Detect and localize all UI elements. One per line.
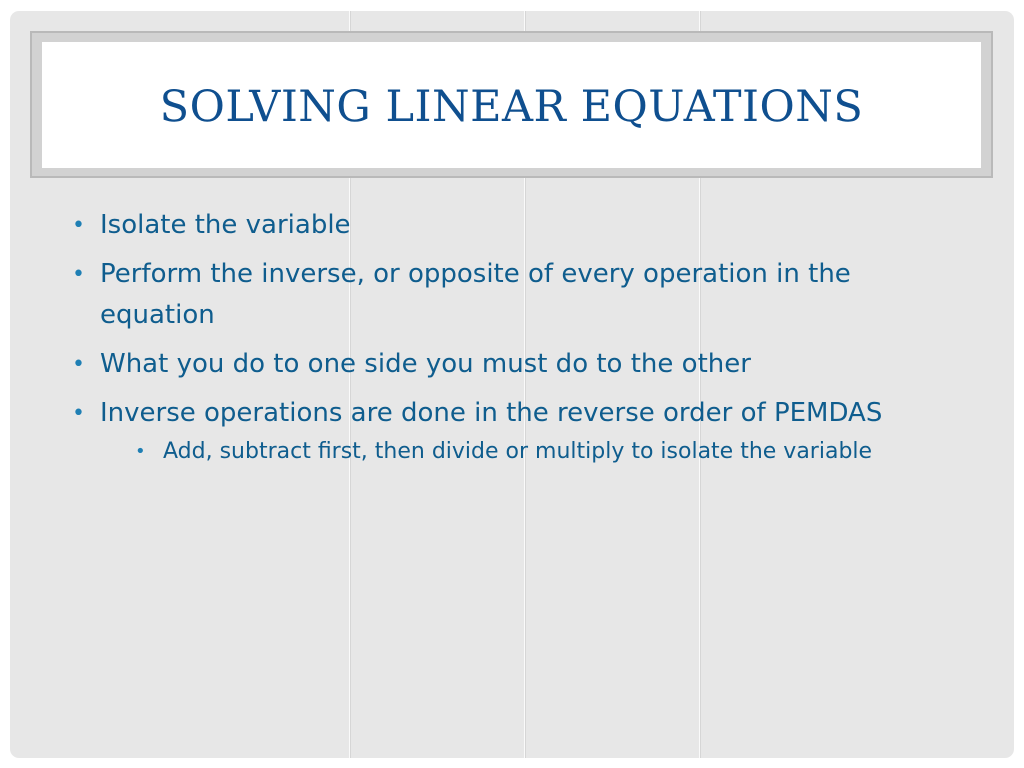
bullet-list <box>70 205 950 477</box>
bullet-text: Perform the inverse, or opposite of every operation in the equation <box>100 259 851 330</box>
slide <box>10 11 1014 758</box>
bullet-dot-icon: • <box>72 262 85 287</box>
bullet-dot-icon: • <box>135 441 146 462</box>
sub-bullet-text: Add, subtract first, then divide or multiply to isolate the variable <box>163 439 873 464</box>
bullet-item <box>70 254 950 336</box>
bullet-text: Isolate the variable <box>100 210 351 240</box>
bullet-item <box>70 205 950 246</box>
bullet-text: Inverse operations are done in the reverse order of PEMDAS <box>100 398 883 428</box>
bullet-item <box>70 344 950 385</box>
bullet-text: What you do to one side you must do to the other <box>100 349 751 379</box>
sub-bullet-item <box>133 434 950 469</box>
bullet-dot-icon: • <box>72 213 85 238</box>
title-box <box>42 42 981 168</box>
bullet-dot-icon: • <box>72 401 85 426</box>
bullet-dot-icon: • <box>72 352 85 377</box>
bullet-item <box>70 393 950 469</box>
sub-bullet-list <box>100 434 950 469</box>
slide-title: SOLVING LINEAR EQUATIONS <box>159 82 864 132</box>
